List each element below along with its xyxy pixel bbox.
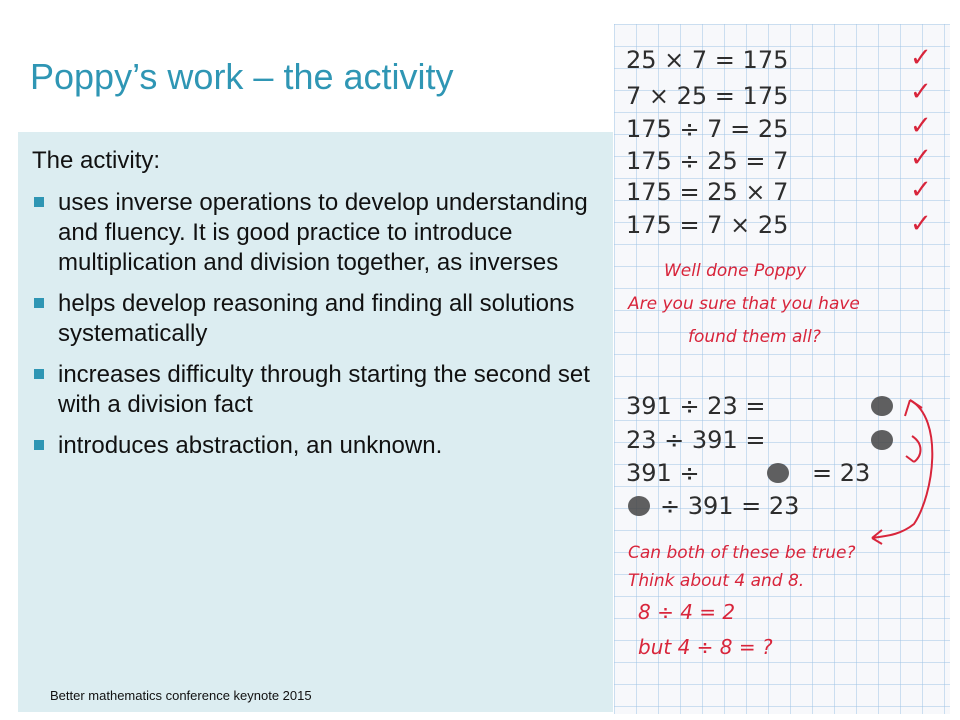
teacher-comment: Think about 4 and 8. <box>628 571 805 591</box>
tick-icon: ✓ <box>910 111 932 141</box>
bullet-item <box>32 289 612 349</box>
bullet-item <box>32 431 612 461</box>
tick-icon: ✓ <box>910 77 932 107</box>
equation-row: 7 × 25 = 175 <box>626 82 789 110</box>
equation-row: 25 × 7 = 175 <box>626 46 789 74</box>
teacher-comment: 8 ÷ 4 = 2 <box>638 600 736 624</box>
equation-row: ÷ 391 = 23 <box>660 492 800 520</box>
slide-title: Poppy’s work – the activity <box>30 56 454 97</box>
teacher-comment: found them all? <box>688 327 821 347</box>
tick-icon: ✓ <box>910 209 932 239</box>
bullet-square-icon <box>34 369 44 379</box>
equation-row: 175 ÷ 7 = 25 <box>626 115 789 143</box>
bullet-text: introduces abstraction, an unknown. <box>58 432 443 459</box>
tick-icon: ✓ <box>910 175 932 205</box>
bullet-square-icon <box>34 298 44 308</box>
equation-row: 175 ÷ 25 = 7 <box>626 147 789 175</box>
bullet-text: increases difficulty through starting the second set with a division fact <box>58 361 590 418</box>
tick-icon: ✓ <box>910 43 932 73</box>
bullet-item <box>32 360 612 420</box>
equation-row: 391 ÷ <box>626 459 700 487</box>
equation-row: 175 = 7 × 25 <box>626 211 789 239</box>
teacher-comment: Well done Poppy <box>664 261 807 281</box>
bullet-square-icon <box>34 440 44 450</box>
teacher-comment: Are you sure that you have <box>628 294 860 314</box>
bullet-item <box>32 188 612 278</box>
footer-text: Better mathematics conference keynote 2015 <box>50 688 312 703</box>
teacher-comment: but 4 ÷ 8 = ? <box>638 635 773 659</box>
tick-icon: ✓ <box>910 143 932 173</box>
bullet-text: uses inverse operations to develop understanding and fluency. It is good practice to introduce multiplication and division together, as inverses <box>58 189 588 276</box>
equation-row: 23 ÷ 391 = <box>626 426 766 454</box>
equation-row: 175 = 25 × 7 <box>626 178 789 206</box>
equation-row: 391 ÷ 23 = <box>626 392 766 420</box>
bullet-list <box>32 188 612 472</box>
bullet-text: helps develop reasoning and finding all solutions systematically <box>58 290 575 347</box>
intro-heading: The activity: <box>32 147 161 174</box>
teacher-comment: Can both of these be true? <box>628 543 856 563</box>
worksheet-image <box>614 24 950 714</box>
bullet-square-icon <box>34 197 44 207</box>
equation-row-end: = 23 <box>812 459 871 487</box>
